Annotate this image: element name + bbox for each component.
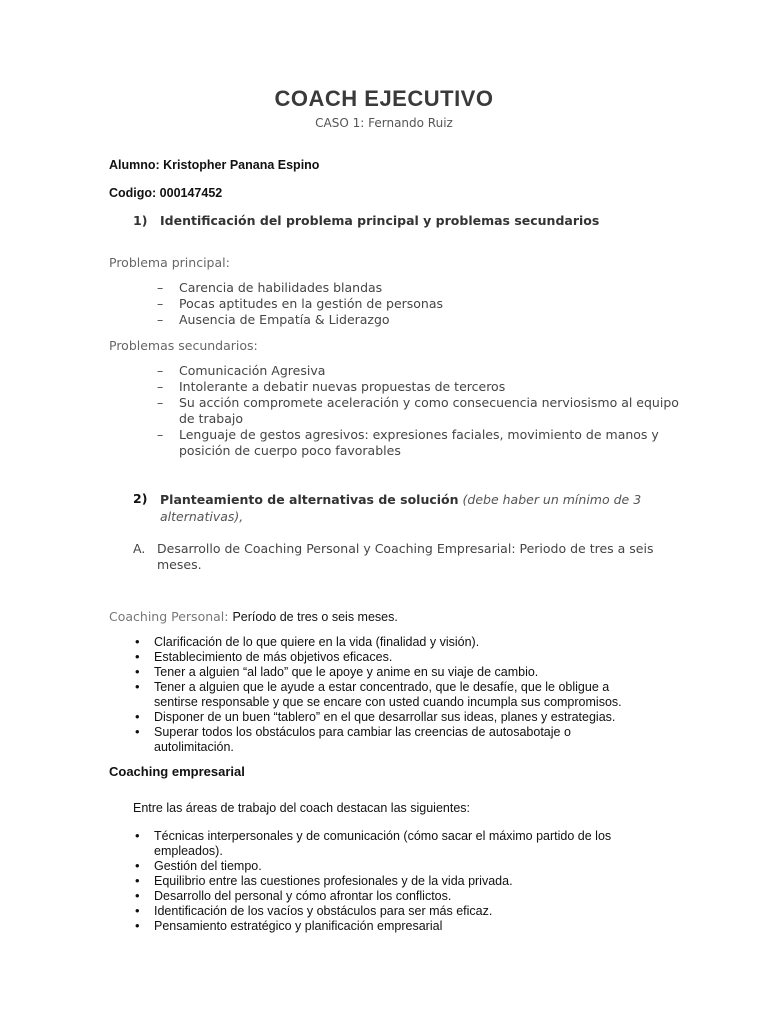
document-subtitle: CASO 1: Fernando Ruiz (315, 116, 453, 130)
list-marker: • (135, 724, 140, 739)
list-item-text: Desarrollo del personal y cómo afrontar los conflictos. (154, 889, 452, 903)
list-item (133, 829, 633, 859)
list-item-text: Equilibrio entre las cuestiones profesionales y de la vida privada. (154, 874, 513, 888)
list-marker: • (135, 858, 140, 873)
section-1-heading: Identificación del problema principal y problemas secundarios (160, 213, 600, 228)
list-marker: • (135, 634, 140, 649)
list-item (133, 874, 633, 889)
list-item (133, 665, 653, 680)
list-item-text: Su acción compromete aceleración y como consecuencia nerviosismo al equipo de trabajo (179, 395, 679, 426)
section-2-heading-block (160, 491, 660, 525)
list-item (133, 725, 653, 755)
student-code: Codigo: 000147452 (109, 186, 223, 200)
list-item-text: Pensamiento estratégico y planificación empresarial (154, 919, 443, 933)
list-marker: • (135, 679, 140, 694)
list-marker: • (135, 888, 140, 903)
list-item-text: Intolerante a debatir nuevas propuestas de terceros (179, 379, 506, 394)
list-item-text: Carencia de habilidades blandas (179, 280, 383, 295)
list-marker: • (135, 828, 140, 843)
list-item-text: Lenguaje de gestos agresivos: expresiones faciales, movimiento de manos y posición de cuerpo poco favorables (179, 427, 659, 458)
document-title: COACH EJECUTIVO (274, 86, 494, 111)
student-name: Alumno: Kristopher Panana Espino (109, 158, 320, 172)
list-marker: – (157, 395, 164, 410)
coaching-personal-list (133, 635, 653, 755)
alternative-a-text: Desarrollo de Coaching Personal y Coaching Empresarial: Periodo de tres a seis meses. (157, 541, 654, 572)
list-item-text: Superar todos los obstáculos para cambiar las creencias de autosabotaje o autolimitación. (154, 725, 571, 754)
list-item (133, 919, 633, 934)
problems-secondary-label: Problemas secundarios: (109, 338, 258, 353)
coaching-personal-period: Período de tres o seis meses. (232, 610, 398, 624)
list-marker: • (135, 664, 140, 679)
list-item (133, 710, 653, 725)
coaching-empresarial-list (133, 829, 633, 934)
list-marker: – (157, 427, 164, 442)
list-marker: • (135, 649, 140, 664)
list-marker: – (157, 280, 164, 295)
list-item-text: Tener a alguien que le ayude a estar concentrado, que le desafíe, que le obligue a sentirse responsable y que se encare con usted cuando incumpla sus compromisos. (154, 680, 622, 709)
problem-principal-list (157, 280, 679, 328)
list-item-text: Comunicación Agresiva (179, 363, 326, 378)
list-item (133, 859, 633, 874)
list-item (157, 363, 679, 379)
list-item-text: Pocas aptitudes en la gestión de personas (179, 296, 444, 311)
list-item (157, 280, 679, 296)
list-item (133, 904, 633, 919)
section-2-heading: Planteamiento de alternativas de solución (160, 492, 459, 507)
list-item-text: Clarificación de lo que quiere en la vida (finalidad y visión). (154, 635, 480, 649)
list-item (157, 379, 679, 395)
list-marker: • (135, 903, 140, 918)
section-2-note: (debe haber un mínimo de 3 alternativas), (160, 492, 642, 524)
list-marker: – (157, 363, 164, 378)
list-item-text: Técnicas interpersonales y de comunicación (cómo sacar el máximo partido de los empleados). (154, 829, 612, 858)
list-item-text: Establecimiento de más objetivos eficaces. (154, 650, 393, 664)
list-item (133, 680, 653, 710)
problem-principal-label: Problema principal: (109, 255, 230, 270)
list-item (157, 312, 679, 328)
list-item-text: Identificación de los vacíos y obstáculos para ser más eficaz. (154, 904, 493, 918)
list-item-text: Ausencia de Empatía & Liderazgo (179, 312, 390, 327)
problems-secondary-list (157, 363, 679, 459)
list-item (157, 296, 679, 312)
list-marker: – (157, 296, 164, 311)
coaching-personal-line (109, 609, 398, 624)
list-item-text: Disponer de un buen “tablero” en el que desarrollar sus ideas, planes y estrategias. (154, 710, 616, 724)
list-item (157, 427, 679, 459)
coaching-empresarial-intro: Entre las áreas de trabajo del coach destacan las siguientes: (133, 801, 471, 815)
list-item (133, 650, 653, 665)
list-marker: • (135, 918, 140, 933)
list-item-text: Tener a alguien “al lado” que le apoye y anime en su viaje de cambio. (154, 665, 539, 679)
list-marker: – (157, 379, 164, 394)
list-item (133, 889, 633, 904)
alternative-a-marker: A. (133, 541, 146, 556)
list-marker: • (135, 873, 140, 888)
coaching-personal-label: Coaching Personal: (109, 609, 229, 624)
section-1-number: 1) (133, 213, 148, 228)
list-marker: – (157, 312, 164, 327)
list-item (133, 635, 653, 650)
coaching-empresarial-heading: Coaching empresarial (109, 764, 245, 779)
section-2-number: 2) (133, 491, 148, 506)
list-marker: • (135, 709, 140, 724)
list-item (157, 395, 679, 427)
list-item-text: Gestión del tiempo. (154, 859, 262, 873)
